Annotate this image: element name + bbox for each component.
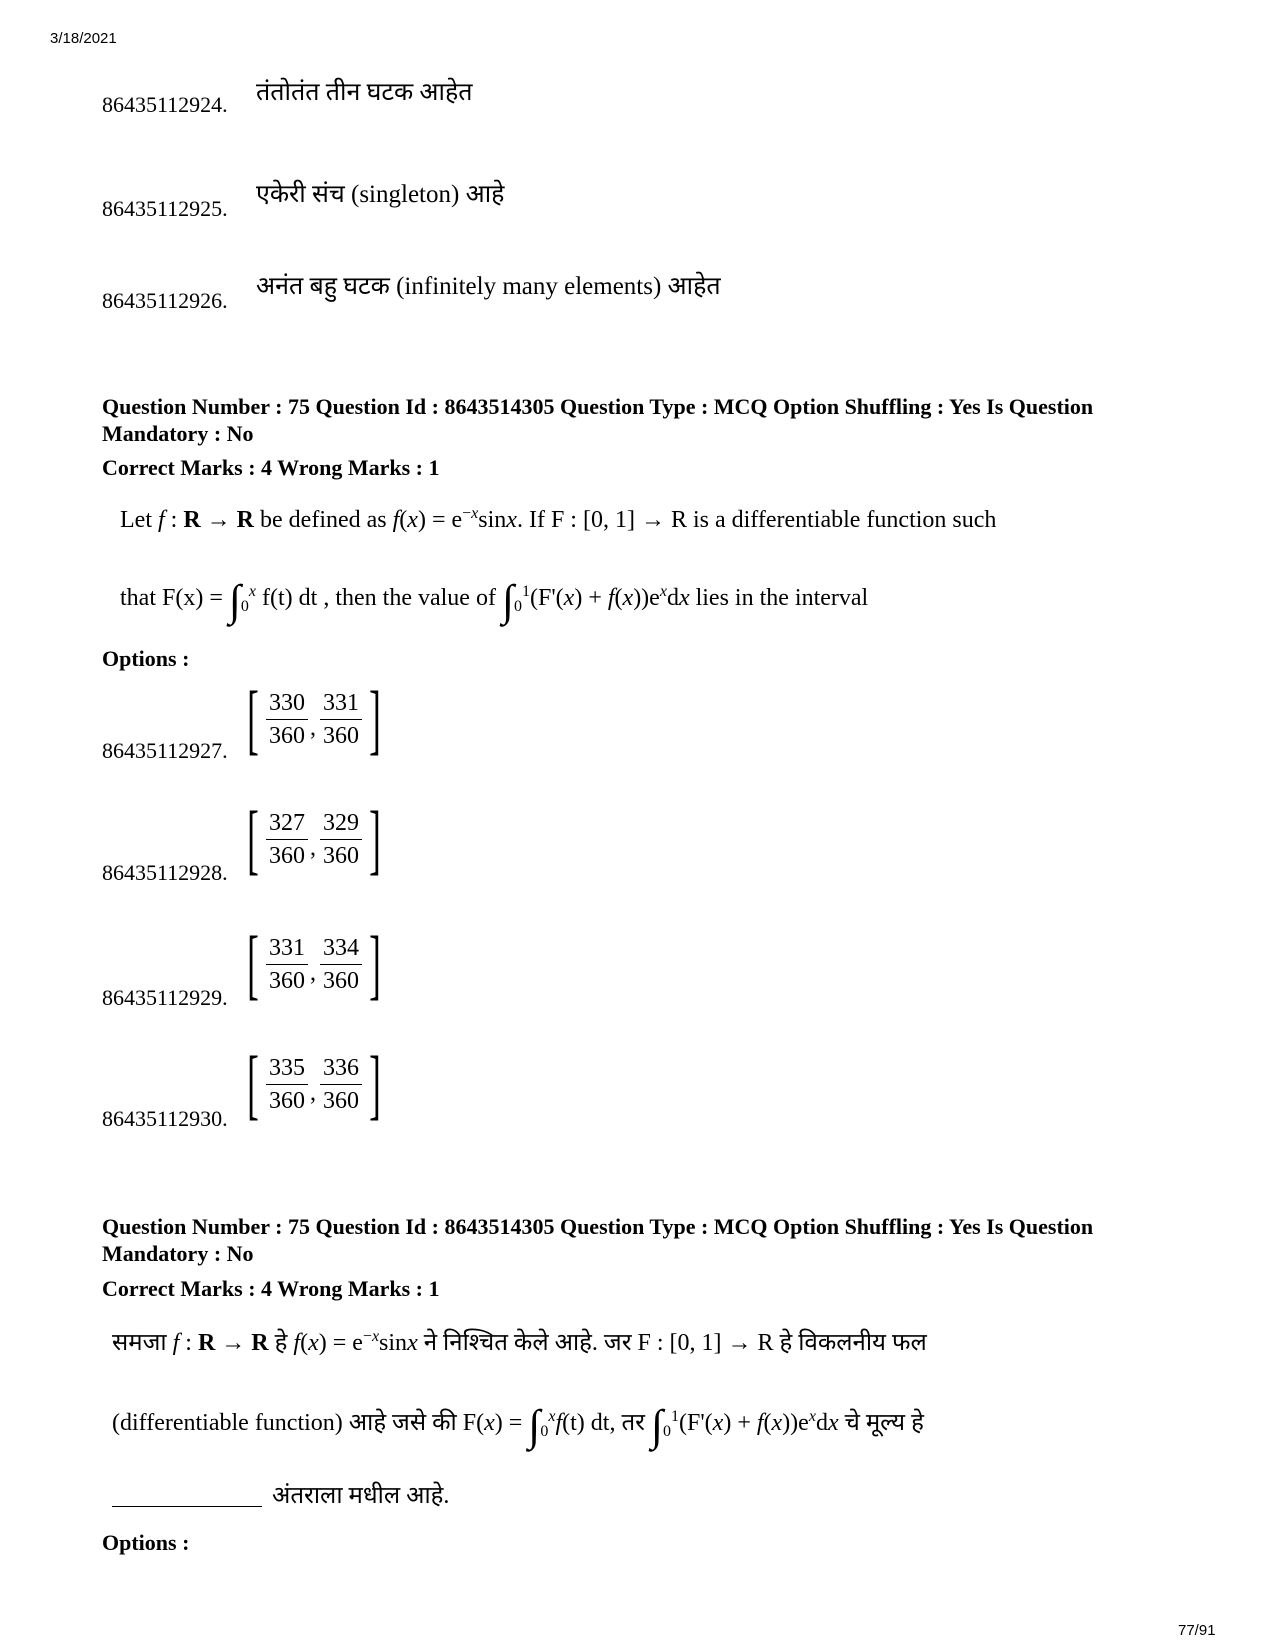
print-date: 3/18/2021	[50, 30, 117, 47]
option-id: 86435112926.	[102, 288, 228, 313]
question-stem-line-2: (differentiable function) आहे जसे की $F(x) = \int_0^xf(t)$ dt, तर $\int_0^1(F'(x) + f(x))e^xdx$ चे मूल्य हे	[112, 1401, 924, 1450]
question-stem-line-1: Let f : R → R be defined as $f(x) = e^{-x}\sin x$. If F : [0, 1] → R is a differentiable function such	[120, 505, 997, 533]
option-id: 86435112929.	[102, 985, 228, 1010]
option-id: 86435112928.	[102, 860, 228, 885]
option-id: 86435112924.	[102, 92, 228, 117]
option-text: एकेरी संच (singleton) आहे	[256, 181, 505, 208]
option-interval: [ $\frac{335}{360}$ , $\frac{336}{360}$ ]	[247, 1040, 381, 1127]
option-text: अनंत बहु घटक (infinitely many elements) आहेत	[256, 273, 721, 300]
question-header: Question Number : 75 Question Id : 8643514305 Question Type : MCQ Option Shuffling : Yes Is Question Mandatory : No	[102, 1214, 1094, 1266]
option-interval: [ $\frac{330}{360}$ , $\frac{331}{360}$ ]	[247, 675, 381, 762]
options-label: Options :	[102, 646, 190, 671]
question-stem-line-1: समजा f : R → R हे $f(x) = e^{-x}\sin x$ ने निश्चित केले आहे. जर F : [0, 1] → R हे विकलनीय फल	[112, 1328, 927, 1356]
option-interval: [ $\frac{331}{360}$ , $\frac{334}{360}$ ]	[247, 920, 381, 1007]
question-header: Question Number : 75 Question Id : 8643514305 Question Type : MCQ Option Shuffling : Yes Is Question Mandatory : No	[102, 394, 1094, 446]
page-number: 77/91	[1178, 1622, 1216, 1639]
option-text: तंतोतंत तीन घटक आहेत	[256, 79, 473, 106]
question-marks: Correct Marks : 4 Wrong Marks : 1	[102, 455, 440, 480]
option-id: 86435112927.	[102, 738, 228, 763]
option-interval: [ $\frac{327}{360}$ , $\frac{329}{360}$ ]	[247, 795, 381, 882]
option-id: 86435112925.	[102, 196, 228, 221]
question-marks: Correct Marks : 4 Wrong Marks : 1	[102, 1276, 440, 1301]
options-label: Options :	[102, 1530, 190, 1555]
question-stem-line-2: that $F(x) = \int_0^x$ f(t) dt , then the value of $\int_0^1(F'(x) + f(x))e^xdx$ lies in the interval	[120, 576, 869, 625]
question-stem-line-3: अंतराला मधील आहे.	[112, 1478, 449, 1511]
option-id: 86435112930.	[102, 1106, 228, 1131]
